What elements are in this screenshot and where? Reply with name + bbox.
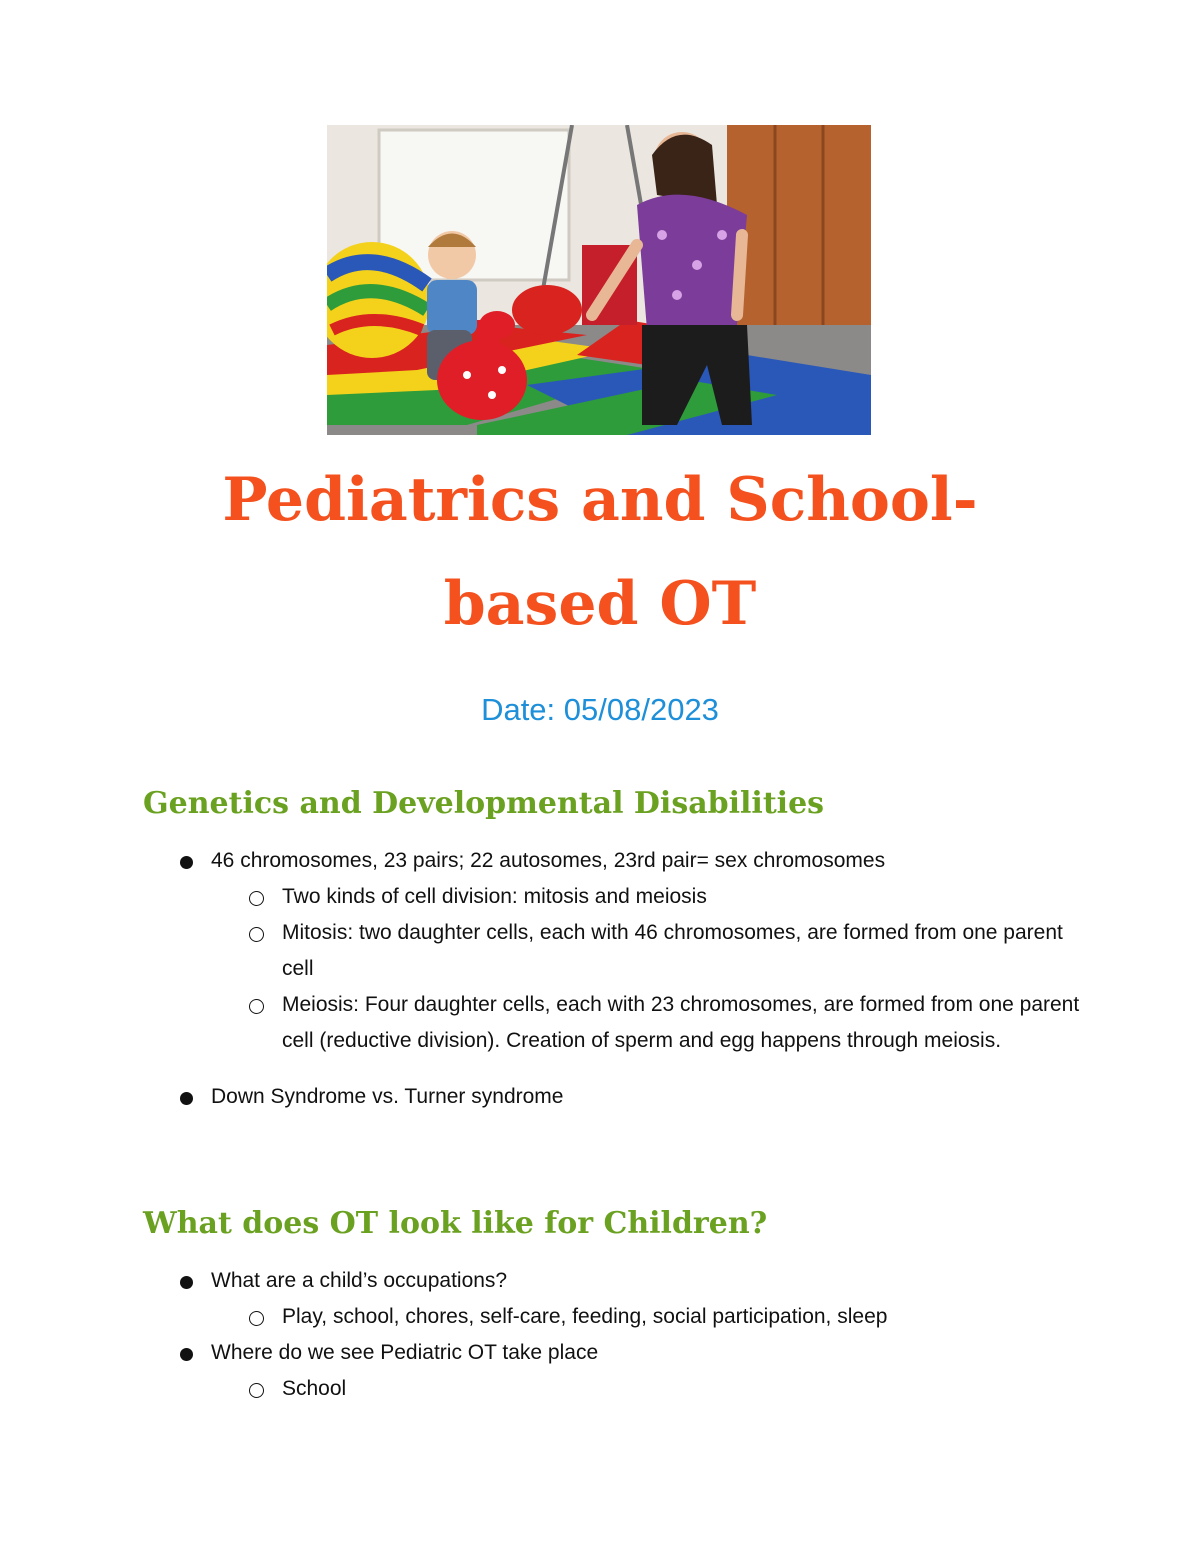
sub-list [211, 879, 1080, 1059]
sub-list [211, 1371, 1080, 1407]
therapy-room-photo [327, 125, 871, 435]
sub-list-item: Play, school, chores, self-care, feeding, social participation, sleep [211, 1299, 1080, 1335]
genetics-list [180, 843, 1080, 1115]
section-heading-ot-children: What does OT look like for Children? [143, 1206, 768, 1241]
list-item-text: What are a child’s occupations? [211, 1269, 508, 1292]
sub-list-item: Mitosis: two daughter cells, each with 46 chromosomes, are formed from one parent cell [211, 915, 1080, 987]
sub-list-item: Two kinds of cell division: mitosis and meiosis [211, 879, 1080, 915]
list-item-text: 46 chromosomes, 23 pairs; 22 autosomes, 23rd pair= sex chromosomes [211, 849, 886, 872]
sub-list [211, 1299, 1080, 1335]
ot-children-list [180, 1263, 1080, 1407]
list-item [180, 1263, 1080, 1335]
title-line-2: based OT [443, 569, 757, 639]
sub-list-item: School [211, 1371, 1080, 1407]
section-heading-genetics: Genetics and Developmental Disabilities [143, 786, 825, 821]
page-title [0, 448, 1200, 656]
sub-list-item: Meiosis: Four daughter cells, each with 23 chromosomes, are formed from one parent cell (reductive division). Creation of sperm and egg happens through meiosis. [211, 987, 1080, 1059]
list-item [180, 1079, 1080, 1115]
list-item-text: Down Syndrome vs. Turner syndrome [211, 1085, 564, 1108]
list-item [180, 1335, 1080, 1407]
list-item-text: Where do we see Pediatric OT take place [211, 1341, 599, 1364]
date-label: Date: 05/08/2023 [481, 692, 719, 727]
title-line-1: Pediatrics and School- [222, 465, 978, 535]
list-item [180, 843, 1080, 1059]
